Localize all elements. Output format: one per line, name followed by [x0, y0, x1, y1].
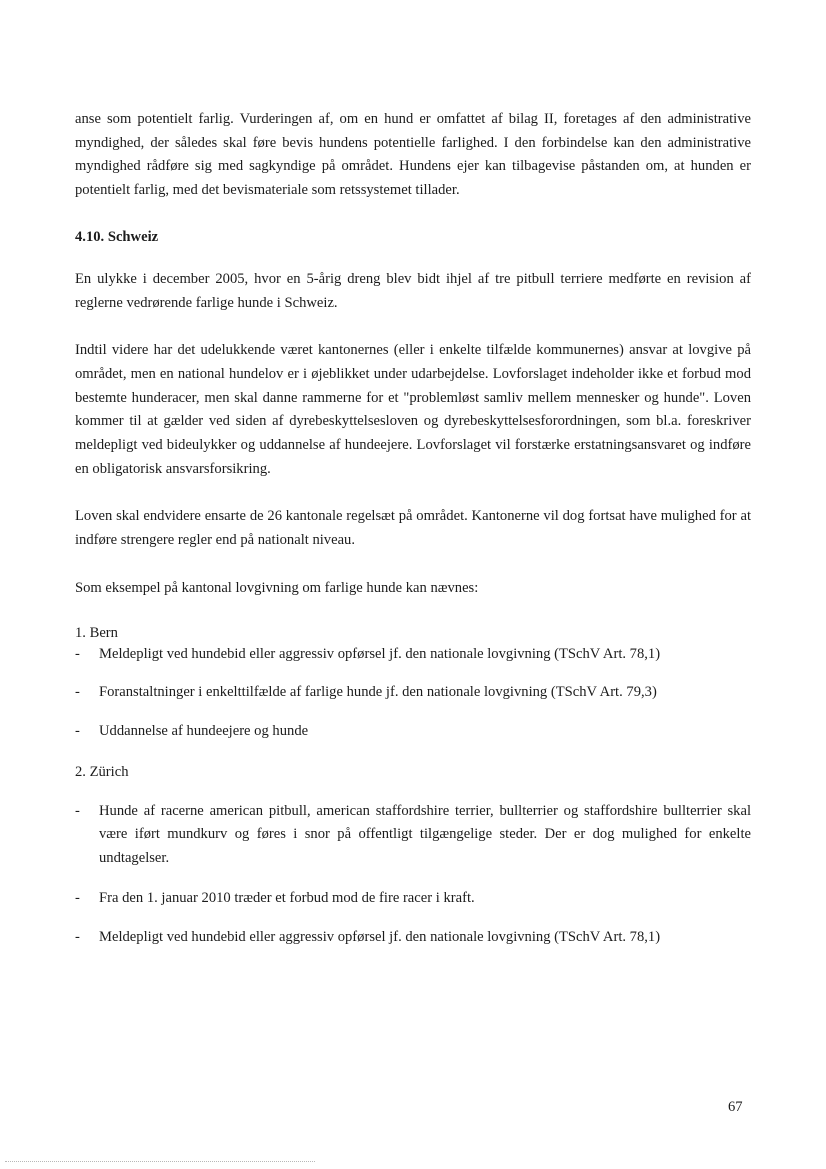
dash-bullet: -: [75, 889, 80, 906]
list-item: [75, 643, 751, 667]
paragraph-examples-intro: Som eksempel på kantonal lovgivning om farlige hunde kan nævnes:: [75, 579, 479, 596]
list-title-bern: 1. Bern: [75, 624, 118, 641]
list-item: [75, 800, 751, 871]
scan-edge-divider: [5, 1161, 315, 1162]
list-item: [75, 681, 751, 705]
dash-bullet: -: [75, 722, 80, 739]
paragraph-cantonal-rules: Loven skal endvidere ensarte de 26 kantonale regelsæt på området. Kantonerne vil dog fortsat have mulighed for at indføre strengere regler end på nationalt niveau.: [75, 508, 751, 549]
list-item: [75, 926, 751, 950]
dash-bullet: -: [75, 645, 80, 662]
list-item-text: Hunde af racerne american pitbull, american staffordshire terrier, bullterrier og staffordshire bullterrier skal være iført mundkurv og føres i snor på offentligt tilgængelige steder. Der er dog mulighed for enkelte undtagelser.: [99, 802, 751, 867]
list-item-text: Uddannelse af hundeejere og hunde: [99, 722, 309, 739]
list-item-text: Meldepligt ved hundebid eller aggressiv opførsel jf. den nationale lovgivning (TSchV Art. 78,1): [99, 645, 661, 662]
section-heading: 4.10. Schweiz: [75, 228, 159, 245]
paragraph-accident: En ulykke i december 2005, hvor en 5-årig dreng blev bidt ihjel af tre pitbull terriere medførte en revision af reglerne vedrørende farlige hunde i Schweiz.: [75, 270, 751, 311]
bern-list: [75, 643, 751, 744]
paragraph-continuation: anse som potentielt farlig. Vurderingen af, om en hund er omfattet af bilag II, foretages af den administrative myndighed, der således skal føre bevis hundens potentielle farlighed. I den forbindelse kan den administrative myndighed rådføre sig med sagkyndige på området. Hundens ejer kan tilbagevise påstanden om, at hunden er potentielt farlig, med det bevismateriale som retssystemet tillader.: [75, 111, 751, 199]
list-item-text: Foranstaltninger i enkelttilfælde af farlige hunde jf. den nationale lovgivning (TSchV Art. 79,3): [99, 684, 657, 701]
list-title-zurich: 2. Zürich: [75, 763, 129, 780]
document-page: [75, 108, 751, 968]
list-item: [75, 887, 751, 911]
dash-bullet: -: [75, 929, 80, 946]
list-item-text: Fra den 1. januar 2010 træder et forbud mod de fire racer i kraft.: [99, 889, 475, 906]
list-item-text: Meldepligt ved hundebid eller aggressiv opførsel jf. den nationale lovgivning (TSchV Art. 78,1): [99, 929, 661, 946]
dash-bullet: -: [75, 684, 80, 701]
zurich-list: [75, 800, 751, 951]
page-number: 67: [728, 1099, 743, 1115]
list-item: [75, 720, 751, 744]
dash-bullet: -: [75, 802, 80, 819]
paragraph-national-law: Indtil videre har det udelukkende været kantonernes (eller i enkelte tilfælde kommunernes) ansvar at lovgive på området, men en national hundelov er i øjeblikket under udarbejdelse. Lovforslaget indeholder ikke et forbud mod bestemte hunderacer, men skal danne rammerne for et "problemløst samliv mellem mennesker og hunde". Loven kommer til at gælder ved siden af dyrebeskyttelsesloven og dyrebeskyttelsesforordningen, som bl.a. foreskriver meldepligt ved bideulykker og uddannelse af hundeejere. Lovforslaget vil forstærke erstatningsansvaret og indføre en obligatorisk ansvarsforsikring.: [75, 342, 751, 477]
